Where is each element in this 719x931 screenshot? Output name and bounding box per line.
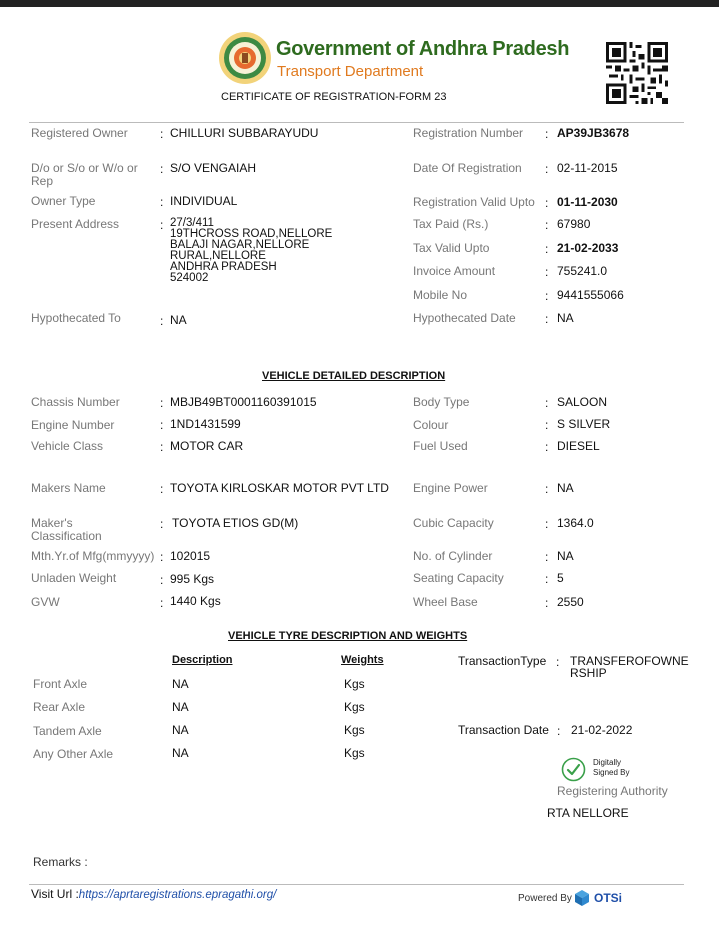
- header-divider: [29, 122, 684, 123]
- axle-label: Tandem Axle: [33, 724, 102, 738]
- transaction-type-label: TransactionType: [458, 654, 547, 668]
- transaction-type-line2: RSHIP: [570, 666, 607, 680]
- address-value: [170, 218, 332, 284]
- colon: :: [545, 418, 549, 432]
- engine-value: 1ND1431599: [170, 417, 241, 431]
- seating-label: Seating Capacity: [413, 571, 504, 585]
- colon: :: [545, 127, 549, 141]
- qr-code-icon: [606, 42, 668, 104]
- transaction-type-line1: TRANSFEROFOWNE: [570, 654, 689, 668]
- digitally-text: Digitally: [593, 758, 622, 767]
- axle-weight: Kgs: [344, 746, 365, 760]
- body-value: SALOON: [557, 395, 608, 409]
- address-line: RURAL,NELLORE: [170, 250, 266, 262]
- valid-upto-label: Registration Valid Upto: [413, 195, 535, 209]
- registered-owner-label: Registered Owner: [31, 126, 128, 140]
- tax-paid-value: 67980: [557, 217, 591, 231]
- date-of-reg-label: Date Of Registration: [413, 161, 522, 175]
- owner-type-value: INDIVIDUAL: [170, 194, 238, 208]
- gov-title: Government of Andhra Pradesh: [276, 38, 570, 60]
- chassis-label: Chassis Number: [31, 395, 120, 409]
- relation-value: S/O VENGAIAH: [170, 161, 257, 175]
- otsi-logo-icon: [573, 889, 591, 907]
- colon: :: [160, 162, 164, 176]
- signed-by-text: Signed By: [593, 768, 630, 777]
- cyl-label: No. of Cylinder: [413, 549, 493, 563]
- gvw-value: 1440 Kgs: [170, 594, 221, 608]
- description-header: Description: [172, 654, 233, 666]
- axle-weight: Kgs: [344, 700, 365, 714]
- reg-number-value: AP39JB3678: [557, 126, 630, 140]
- fuel-value: DIESEL: [557, 439, 600, 453]
- unladen-value: 995 Kgs: [170, 572, 215, 586]
- maker-class-label-line2: Classification: [31, 529, 102, 543]
- colon: :: [545, 550, 549, 564]
- fuel-label: Fuel Used: [413, 439, 468, 453]
- owner-type-label: Owner Type: [31, 194, 96, 208]
- colon: :: [160, 314, 164, 328]
- colon: :: [557, 724, 561, 738]
- transaction-date-value: 21-02-2022: [571, 723, 633, 737]
- colon: :: [545, 596, 549, 610]
- registering-authority: Registering Authority: [557, 784, 668, 798]
- colon: :: [160, 195, 164, 209]
- reg-number-label: Registration Number: [413, 126, 524, 140]
- weights-header: Weights: [341, 654, 384, 666]
- colon: :: [160, 550, 164, 564]
- axle-weight: Kgs: [344, 677, 365, 691]
- maker-class-label-line1: Maker's: [31, 516, 73, 530]
- colour-value: S SILVER: [557, 417, 611, 431]
- remarks-label: Remarks :: [33, 855, 88, 869]
- dept-title: Transport Department: [277, 63, 424, 80]
- invoice-value: 755241.0: [557, 264, 608, 278]
- cyl-value: NA: [557, 549, 574, 563]
- tax-valid-value: 21-02-2033: [557, 241, 619, 255]
- colon: :: [545, 242, 549, 256]
- wheelbase-value: 2550: [557, 595, 584, 609]
- axle-desc: NA: [172, 746, 189, 760]
- hyp-date-value: NA: [557, 311, 574, 325]
- invoice-label: Invoice Amount: [413, 264, 496, 278]
- mobile-label: Mobile No: [413, 288, 468, 302]
- cc-value: 1364.0: [557, 516, 594, 530]
- rta-office: RTA NELLORE: [547, 806, 629, 820]
- transaction-type-value: [570, 655, 689, 679]
- axle-label: Front Axle: [33, 677, 88, 691]
- maker-class-value: TOYOTA ETIOS GD(M): [172, 516, 299, 530]
- colon: :: [545, 396, 549, 410]
- maker-class-label: [31, 517, 102, 543]
- ap-emblem-icon: [218, 31, 272, 85]
- makers-value: TOYOTA KIRLOSKAR MOTOR PVT LTD: [170, 481, 389, 495]
- hypothecated-to-label: Hypothecated To: [31, 311, 121, 325]
- colour-label: Colour: [413, 418, 449, 432]
- class-value: MOTOR CAR: [170, 439, 244, 453]
- colon: :: [545, 196, 549, 210]
- registered-owner-value: CHILLURI SUBBARAYUDU: [170, 126, 319, 140]
- colon: :: [545, 162, 549, 176]
- chassis-value: MBJB49BT0001160391015: [170, 395, 317, 409]
- footer-divider: [29, 884, 684, 885]
- colon: :: [160, 418, 164, 432]
- gvw-label: GVW: [31, 595, 60, 609]
- axle-desc: NA: [172, 700, 189, 714]
- axle-weight: Kgs: [344, 723, 365, 737]
- date-of-reg-value: 02-11-2015: [557, 161, 618, 175]
- address-line: ANDHRA PRADESH: [170, 261, 277, 273]
- address-line: 524002: [170, 272, 209, 284]
- unladen-label: Unladen Weight: [31, 571, 117, 585]
- colon: :: [545, 265, 549, 279]
- axle-label: Any Other Axle: [33, 747, 114, 761]
- colon: :: [160, 127, 164, 141]
- colon: :: [160, 517, 164, 531]
- axle-label: Rear Axle: [33, 700, 86, 714]
- tax-valid-label: Tax Valid Upto: [413, 241, 490, 255]
- engine-label: Engine Number: [31, 418, 115, 432]
- colon: :: [160, 596, 164, 610]
- address-line: 27/3/411: [170, 217, 214, 229]
- relation-label: [31, 162, 138, 188]
- colon: :: [545, 312, 549, 326]
- colon: :: [545, 572, 549, 586]
- vehicle-section-title: VEHICLE DETAILED DESCRIPTION: [262, 370, 446, 382]
- otsi-logo-text: OTSi: [594, 891, 623, 905]
- visit-url-link[interactable]: https://aprtaregistrations.epragathi.org/: [78, 889, 277, 901]
- colon: :: [545, 482, 549, 496]
- power-label: Engine Power: [413, 481, 488, 495]
- colon: :: [160, 396, 164, 410]
- hypothecated-to-value: NA: [170, 313, 187, 327]
- colon: :: [545, 218, 549, 232]
- relation-label-line2: Rep: [31, 174, 54, 188]
- valid-upto-value: 01-11-2030: [557, 195, 618, 209]
- top-border: [0, 0, 719, 7]
- address-label: Present Address: [31, 217, 120, 231]
- visit-url-label: Visit Url :: [31, 887, 79, 901]
- makers-label: Makers Name: [31, 481, 106, 495]
- relation-label-line1: D/o or S/o or W/o or: [31, 161, 138, 175]
- tyre-section-title: VEHICLE TYRE DESCRIPTION AND WEIGHTS: [228, 630, 468, 642]
- body-label: Body Type: [413, 395, 470, 409]
- address-line: 19THCROSS ROAD,NELLORE: [170, 228, 333, 240]
- mfg-value: 102015: [170, 549, 211, 563]
- colon: :: [545, 289, 549, 303]
- mfg-label: Mth.Yr.of Mfg(mmyyyy): [31, 549, 155, 563]
- axle-desc: NA: [172, 677, 189, 691]
- colon: :: [545, 440, 549, 454]
- mobile-value: 9441555066: [557, 288, 624, 302]
- colon: :: [556, 655, 560, 669]
- colon: :: [160, 573, 164, 587]
- cc-label: Cubic Capacity: [413, 516, 494, 530]
- certificate-title: CERTIFICATE OF REGISTRATION-FORM 23: [221, 91, 447, 103]
- colon: :: [160, 440, 164, 454]
- tax-paid-label: Tax Paid (Rs.): [413, 217, 489, 231]
- power-value: NA: [557, 481, 574, 495]
- colon: :: [160, 482, 164, 496]
- visit-url-row: [31, 887, 276, 901]
- wheelbase-label: Wheel Base: [413, 595, 478, 609]
- address-line: BALAJI NAGAR,NELLORE: [170, 239, 310, 251]
- check-circle-icon: [561, 757, 586, 782]
- powered-by-text: Powered By: [518, 893, 572, 904]
- transaction-date-label: Transaction Date: [458, 723, 549, 737]
- class-label: Vehicle Class: [31, 439, 104, 453]
- colon: :: [545, 517, 549, 531]
- axle-desc: NA: [172, 723, 189, 737]
- hyp-date-label: Hypothecated Date: [413, 311, 516, 325]
- colon: :: [160, 218, 164, 232]
- seating-value: 5: [557, 571, 564, 585]
